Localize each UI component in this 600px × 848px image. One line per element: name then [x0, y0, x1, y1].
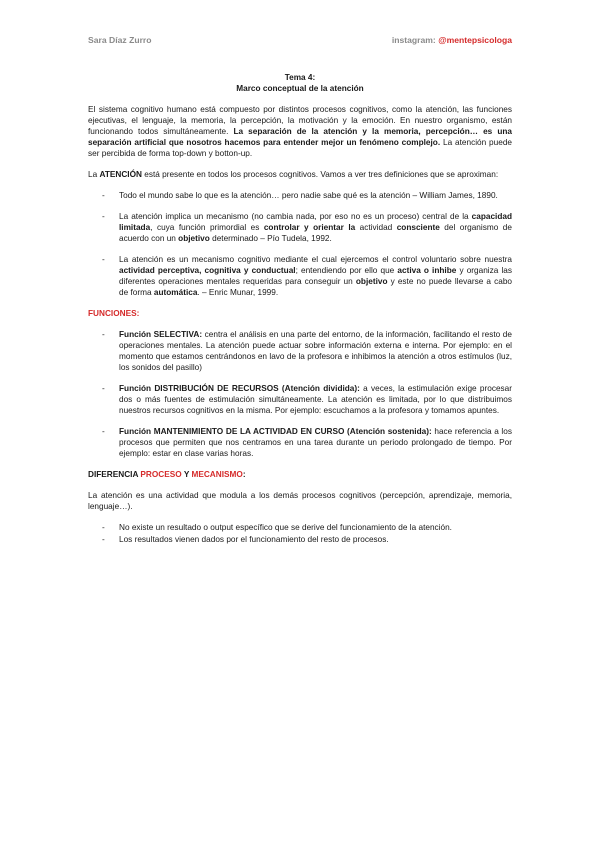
- defs-intro-text-1: La: [88, 170, 100, 179]
- diferencia-heading: [88, 469, 512, 480]
- def3-text-3: y organiza las diferentes operaciones mentales requeridas para conseguir un: [119, 266, 512, 286]
- def2-text-3: actividad: [355, 223, 397, 232]
- funcion-2-label: Función DISTRIBUCIÓN DE RECURSOS (Atención dividida):: [119, 384, 360, 393]
- author-name: Sara Díaz Zurro: [88, 35, 152, 45]
- def2-bold-4: objetivo: [178, 234, 210, 243]
- defs-intro-bold: ATENCIÓN: [99, 170, 142, 179]
- def3-text-4: y este no puede llevarse a cabo de forma: [119, 277, 512, 297]
- diferencia-word: DIFERENCIA: [88, 470, 141, 479]
- def3-text-5: . – Enric Munar, 1999.: [197, 288, 279, 297]
- def2-text-2: , cuya función primordial es: [150, 223, 264, 232]
- definition-item-james: [88, 190, 512, 201]
- funcion-1-text: centra el análisis en una parte del entorno, de la información, facilitando el resto de operaciones mentales. La atención puede actuar sobre información externa e interna. Por ejemplo: en el momento que estamos centrándonos en lavo de la profesora e inhibimos la atención a otros estímulos (luz, los sonidos del pasillo): [119, 330, 512, 372]
- intro-paragraph: [88, 104, 512, 159]
- def2-bold-1: capacidad limitada: [119, 212, 512, 232]
- title-line-1: Tema 4:: [284, 73, 316, 82]
- diferencia-paragraph: La atención es una actividad que modula a los demás procesos cognitivos (percepción, aprendizaje, memoria, lenguaje…).: [88, 491, 512, 511]
- funcion-3-label: Función MANTENIMIENTO DE LA ACTIVIDAD EN CURSO (Atención sostenida):: [119, 427, 432, 436]
- def2-text-4: del organismo de acuerdo con un: [119, 223, 512, 243]
- definition-item-munar: [88, 254, 512, 298]
- funciones-list: [88, 329, 512, 459]
- def2-text-5: determinado – Pío Tudela, 1992.: [209, 234, 332, 243]
- def2-bold-3: consciente: [396, 223, 440, 232]
- mecanismo-word: MECANISMO: [191, 470, 243, 479]
- colon: :: [242, 470, 246, 479]
- document-body: [88, 73, 512, 546]
- funcion-mantenimiento: [88, 426, 512, 459]
- definitions-list: [88, 190, 512, 298]
- page-header: [88, 35, 512, 49]
- intro-bold: La separación de la atención y la memoria, percepción… es una separación artificial que nosotros hacemos para entender mejor un fenómeno complejo.: [88, 127, 512, 147]
- instagram-credit: [392, 35, 512, 45]
- funcion-2-text: a veces, la estimulación exige procesar dos o más fuentes de estimulación simultáneamente. La atención es limitada, por lo que distribuimos nuestros recursos cognitivos en la misma. Por ejemplo: escuchamos a la profesora y tomamos apuntes.: [119, 384, 513, 415]
- page-title: [88, 73, 512, 94]
- instagram-handle: @mentepsicologa: [438, 35, 512, 45]
- definition-1-text: Todo el mundo sabe lo que es la atención… pero nadie sabe qué es la atención – William James, 1890.: [119, 191, 498, 200]
- y-word: Y: [181, 470, 192, 479]
- instagram-label: instagram:: [391, 35, 436, 45]
- proceso-word: PROCESO: [140, 470, 182, 479]
- def3-bold-4: automática: [153, 288, 198, 297]
- title-line-2: Marco conceptual de la atención: [236, 83, 364, 93]
- def3-bold-1: actividad perceptiva, cognitiva y conductual: [119, 266, 296, 275]
- funcion-1-label: Función SELECTIVA:: [119, 330, 203, 339]
- list-item: - Los resultados vienen dados por el funcionamiento del resto de procesos.: [88, 534, 512, 545]
- diferencia-list: [88, 522, 512, 545]
- def3-bold-3: objetivo: [355, 277, 388, 286]
- defs-intro-text-2: está presente en todos los procesos cognitivos. Vamos a ver tres definiciones que se aproximan:: [141, 170, 499, 179]
- definition-item-tudela: [88, 211, 512, 244]
- list-item: - No existe un resultado o output específico que se derive del funcionamiento de la atención.: [88, 522, 512, 533]
- funciones-heading: FUNCIONES:: [88, 309, 140, 318]
- def2-bold-2: controlar y orientar la: [263, 223, 356, 232]
- funcion-distribucion: [88, 383, 512, 416]
- intro-text-2: La atención puede ser percibida de forma top-down y botton-up.: [88, 138, 512, 158]
- def3-bold-2: activa o inhibe: [397, 266, 457, 275]
- intro-text-1: El sistema cognitivo humano está compuesto por distintos procesos cognitivos, como la atención, las funciones ejecutivas, el lenguaje, la memoria, la percepción, la motivación y la emoción. En nuestro organismo, están funcionando todos simultáneamente.: [88, 105, 512, 136]
- def3-text-2: ; entendiendo por ello que: [295, 266, 398, 275]
- def3-text-1: La atención es un mecanismo cognitivo mediante el cual ejercemos el control voluntario sobre nuestra: [119, 255, 512, 264]
- definitions-intro: [88, 169, 512, 180]
- funcion-3-text: hace referencia a los procesos que permiten que nos centramos en una tarea durante un periodo prolongado de tiempo. Por ejemplo: estar en clase varias horas.: [119, 427, 512, 458]
- def2-text-1: La atención implica un mecanismo (no cambia nada, por eso no es un proceso) central de la: [119, 212, 472, 221]
- funcion-selectiva: [88, 329, 512, 373]
